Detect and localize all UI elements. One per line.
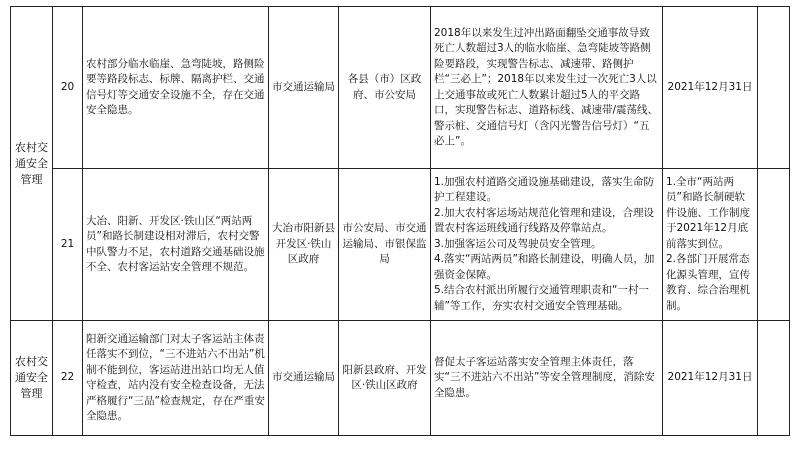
table-row: [11, 7, 790, 169]
remarks-cell: [758, 169, 790, 321]
lead-unit-cell: 市交通运输局: [269, 321, 339, 436]
category-cell: [11, 321, 53, 436]
category-cell: [11, 7, 53, 321]
row-number: 20: [53, 7, 83, 169]
measure-item: 2.加大农村客运场站规范化管理和建设，合理设置农村客运班线通行线路及停靠站点。: [434, 206, 655, 235]
deadline-cell: 2021年12月31日: [663, 7, 758, 169]
deadline-item: 2.各部门开展常态化源头管理，宣传教育、综合治理机制。: [666, 253, 750, 312]
category-label: 农村交通安全管理: [15, 355, 48, 400]
measures-cell: 2018年以来发生过冲出路面翻坠交通事故导致死亡人数超过3人的临水临崖、急弯陡坡等路侧险要路段，实现警告标志、减速带、路侧护栏“三必上”；2018年以来发生过一次死亡3人以上交通事故或死亡人数累计超过5人的平交路口，实现警告标志、道路标线、减速带/震荡线、警示桩、交通信号灯（含闪光警告信号灯）“五必上”。: [431, 7, 663, 169]
row-number: 22: [53, 321, 83, 436]
table-row: [11, 169, 790, 321]
remarks-cell: [758, 7, 790, 169]
deadline-cell: 2021年12月31日: [663, 321, 758, 436]
problem-cell: 农村部分临水临崖、急弯陡坡，路侧险要等路段标志、标牌、隔离护栏、交通信号灯等交通安全设施不全，存在交通安全隐患。: [83, 7, 269, 169]
responsible-cell: 阳新县政府、开发区·铁山区政府: [339, 321, 431, 436]
measure-item: 3.加强客运公司及驾驶员安全管理。: [434, 237, 602, 250]
category-label: 农村交通安全管理: [15, 140, 48, 186]
measure-item: 1.加强农村道路交通设施基础建设，落实生命防护工程建设。: [434, 175, 655, 204]
lead-unit-cell: 市交通运输局: [269, 7, 339, 169]
rectification-table: [10, 6, 790, 436]
measures-cell: [431, 169, 663, 321]
row-number: 21: [53, 169, 83, 321]
remarks-cell: [758, 321, 790, 436]
table-row: [11, 321, 790, 436]
measures-cell: 督促太子客运站落实安全管理主体责任，落实“三不进站六不出站”等安全管理制度，消除安全隐患。: [431, 321, 663, 436]
deadline-item: 1.全市“两站两员”和路长制硬软件设施、工作制度于2021年12月底前落实到位。: [666, 175, 750, 250]
measure-item: 5.结合农村派出所履行交通管理职责和“一村一辅”等工作，夯实农村交通安全管理基础。: [434, 284, 649, 312]
responsible-cell: 各县（市）区政府、市公安局: [339, 7, 431, 169]
measure-item: 4.落实“两站两员”和路长制建设，明确人员，加强资金保障。: [434, 253, 655, 281]
problem-cell: 阳新交通运输部门对太子客运站主体责任落实不到位，“三不进站六不出站”机制不能到位，客运站进出站口均无人值守检查，站内没有安全检查设备，无法严格履行“三品”检查规定，存在严重安全隐患。: [83, 321, 269, 436]
problem-cell: 大冶、阳新、开发区·铁山区“两站两员”和路长制建设相对滞后，农村交警中队警力不足，农村道路交通基础设施不全、农村客运站安全管理不规范。: [83, 169, 269, 321]
responsible-cell: 市公安局、市交通运输局、市银保监局: [339, 169, 431, 321]
deadline-cell: [663, 169, 758, 321]
lead-unit-cell: 大冶市阳新县开发区·铁山区政府: [269, 169, 339, 321]
